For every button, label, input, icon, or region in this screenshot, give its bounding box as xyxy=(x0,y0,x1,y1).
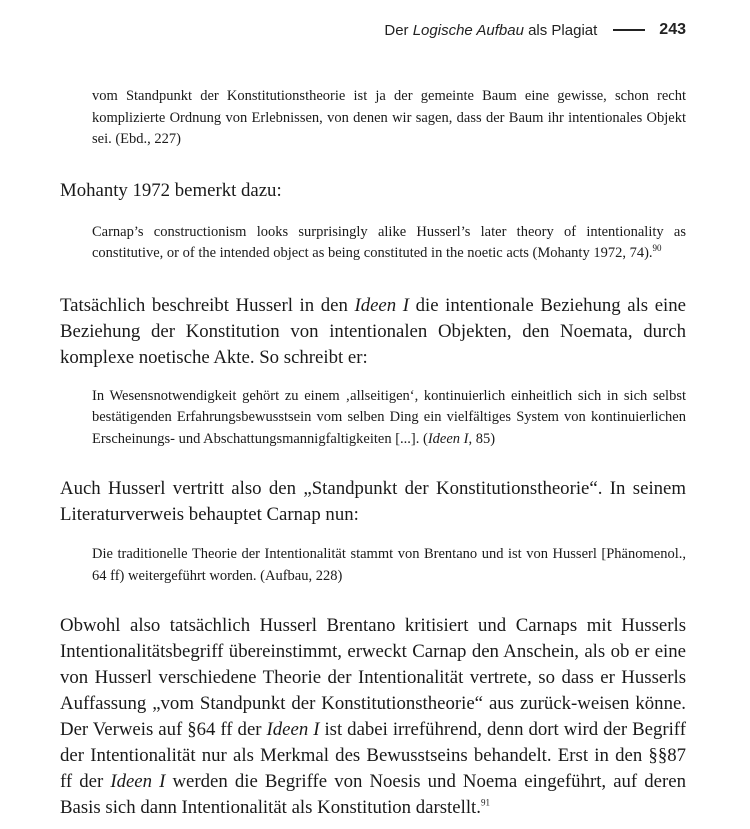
paragraph-2 xyxy=(60,293,686,371)
block-quote-3-italic: Ideen I xyxy=(427,430,469,447)
paragraph-2-italic: Ideen I xyxy=(354,294,409,316)
block-quote-2-text: Carnap’s constructionism looks surprisingly alike Husserl’s later theory of intentionality as constitutive, or of the intended object as being constituted in the noetic acts (Mohanty 1972, 74). xyxy=(92,223,686,261)
paragraph-3-text: Auch Husserl vertritt also den „Standpunkt der Konstitutionstheorie“. In seinem Literaturverweis behauptet Carnap nun: xyxy=(60,478,686,525)
block-quote-3 xyxy=(92,386,686,451)
paragraph-4 xyxy=(60,613,686,821)
paragraph-4-text-b: ist dabei irreführend, denn dort wird der Begriff der Intentionalität nur als Merkmal des Bewusstseins behandelt. Erst in den §§87 ff der xyxy=(60,719,686,792)
running-title-pre: Der xyxy=(384,21,413,39)
footnote-marker-90: 90 xyxy=(652,243,662,254)
header-rule xyxy=(613,29,645,31)
paragraph-1 xyxy=(60,178,686,204)
block-quote-3-text-a: In Wesensnotwendigkeit gehört zu einem ‚allseitigen‘, kontinuierlich einheitlich sich in sich selbst bestätigenden Erfahrungsbewusstsein vom selben Ding ein vielfältiges System von kontinuierlichen Erscheinungs- und Abschattungsmannigfaltigkeiten [...]. ( xyxy=(92,387,686,447)
block-quote-4 xyxy=(92,544,686,587)
paragraph-3 xyxy=(60,476,686,528)
paragraph-4-italic-1: Ideen I xyxy=(266,719,320,740)
paragraph-2-text-b: die intentionale Beziehung als eine Beziehung der Konstitution von intentionalen Objekten, den Noemata, durch komplexe noetische Akte. So schreibt er: xyxy=(60,294,686,368)
paragraph-4-text-a: Obwohl also tatsächlich Husserl Brentano kritisiert und Carnaps mit Husserls Intentionalitätsbegriff übereinstimmt, erweckt Carnap den Anschein, als ob er eine von Husserl verschiedene Theorie der Intentionalität vertrete, so dass er Husserls Auffassung „vom Standpunkt der Konstitutionstheorie“ aus zurück-weisen könne. Der Verweis auf §64 ff der xyxy=(60,615,686,740)
running-title-italic: Logische Aufbau xyxy=(412,21,524,39)
block-quote-2 xyxy=(92,222,686,265)
running-title xyxy=(384,22,597,39)
paragraph-1-text: Mohanty 1972 bemerkt dazu: xyxy=(60,179,282,201)
paragraph-2-text-a: Tatsächlich beschreibt Husserl in den xyxy=(60,294,355,316)
paragraph-4-text-c: werden die Begriffe von Noesis und Noema eingeführt, auf deren Basis sich dann Intentionalität als Konstitution darstellt. xyxy=(60,771,686,818)
running-title-post: als Plagiat xyxy=(523,21,598,39)
block-quote-4-text: Die traditionelle Theorie der Intentionalität stammt von Brentano und ist von Husserl [Phänomenol., 64 ff) weitergeführt worden. (Aufbau, 228) xyxy=(92,546,686,584)
paragraph-4-italic-2: Ideen I xyxy=(110,771,166,792)
page-content xyxy=(60,86,686,821)
page-number: 243 xyxy=(659,21,686,38)
block-quote-1 xyxy=(92,86,686,151)
footnote-marker-91: 91 xyxy=(480,797,490,808)
running-header xyxy=(384,18,686,42)
block-quote-3-text-b: , 85) xyxy=(468,430,496,447)
block-quote-1-text: vom Standpunkt der Konstitutionstheorie ist ja der gemeinte Baum eine gewisse, schon recht komplizierte Ordnung von Erlebnissen, von denen wir sagen, dass der Baum ihr intentionales Objekt sei. (Ebd., 227) xyxy=(92,88,686,147)
